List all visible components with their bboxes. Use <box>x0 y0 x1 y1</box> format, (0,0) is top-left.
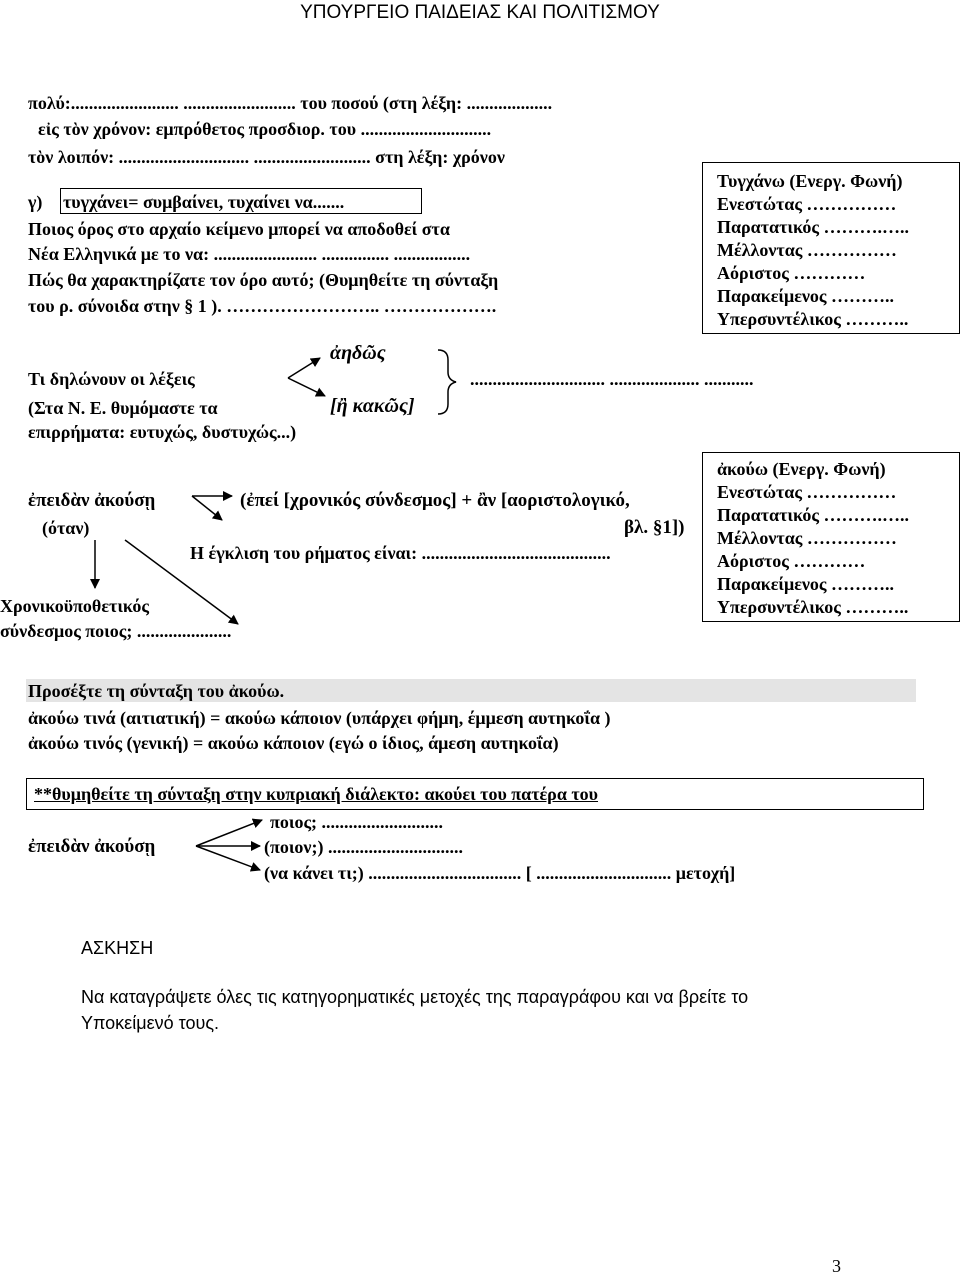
conjugation-row: Μέλλοντας …………… <box>717 528 897 548</box>
intro-line-ton-loipon: τὸν λοιπόν: ............................. .......................... στη λέξη: χρόνον <box>28 147 505 167</box>
epeidan-branch-participle: (να κάνει τι;) .................................. [ .............................. μετοχή] <box>264 863 736 883</box>
conjugation-box-akouo-title: ἀκούω (Ενεργ. Φωνή) <box>717 459 886 479</box>
adverb-aedos: ἀηδῶς <box>330 342 386 364</box>
conjugation-row: Παρατατικός ……….….. <box>717 505 910 525</box>
epeidan-reference: βλ. §1]) <box>624 517 685 538</box>
exercise-text-line-1: Να καταγράψετε όλες τις κατηγορηματικές μετοχές της παραγράφου και να βρείτε το <box>81 987 749 1007</box>
conjugation-row: Υπερσυντέλικος ……….. <box>717 597 909 617</box>
section-g-question-4: του ρ. σύνοιδα στην § 1 ). …………………….. ………………. <box>28 296 497 316</box>
conjunction-type-2: σύνδεσμος ποιος; ..................... <box>0 621 232 641</box>
mood-question: Η έγκλιση του ρήματος είναι: .......................................... <box>190 543 611 563</box>
section-g-question-2: Νέα Ελληνικά με το να: ....................... ............... ................. <box>28 244 471 264</box>
adverbs-brace <box>438 350 456 414</box>
epeidan-branch-object: (ποιον;) .............................. <box>264 837 463 857</box>
section-g-question-3: Πώς θα χαρακτηρίζατε τον όρο αυτό; (Θυμηθείτε τη σύνταξη <box>28 270 499 290</box>
epeidan-explanation: (ἐπεί [χρονικός σύνδεσμος] + ἂν [αοριστολογικό, <box>240 490 630 511</box>
conjugation-row: Αόριστος ………… <box>717 263 866 283</box>
adverbs-note-2: επιρρήματα: ευτυχώς, δυστυχώς...) <box>28 422 297 442</box>
conjugation-row: Υπερσυντέλικος ……….. <box>717 309 909 329</box>
conjugation-row: Αόριστος ………… <box>717 551 866 571</box>
cypriot-note-text: **θυμηθείτε τη σύνταξη στην κυπριακή διάλεκτο: ακούει του πατέρα του <box>34 784 599 804</box>
conjugation-row: Μέλλοντας …………… <box>717 240 897 260</box>
page-header-title: ΥΠΟΥΡΓΕΙΟ ΠΑΙΔΕΙΑΣ ΚΑΙ ΠΟΛΙΤΙΣΜΟΥ <box>300 2 660 23</box>
epeidan-branch-subject: ποιος; ........................... <box>270 812 444 832</box>
conjugation-row: Παρατατικός ……….….. <box>717 217 910 237</box>
conjunction-type-1: Χρονικοϋποθετικός <box>0 596 149 616</box>
adverb-kakos: [ἢ κακῶς] <box>330 395 415 417</box>
syntax-line-accusative: ἀκούω τινά (αιτιατική) = ακούω κάποιον (υπάρχει φήμη, έμμεση αυτηκοΐα ) <box>28 708 611 728</box>
exercise-text-line-2: Υποκείμενό τους. <box>81 1013 219 1033</box>
epeidan2-fork-arrows <box>196 820 262 870</box>
exercise-title: ΑΣΚΗΣΗ <box>81 938 154 958</box>
syntax-heading: Προσέξτε τη σύνταξη του ἀκούω. <box>28 681 285 701</box>
syntax-line-genitive: ἀκούω τινός (γενική) = ακούω κάποιον (εγώ ο ίδιος, άμεση αυτηκοΐα) <box>28 733 559 753</box>
section-g-question-1: Ποιος όρος στο αρχαίο κείμενο μπορεί να αποδοθεί στα <box>28 219 450 239</box>
conjugation-row: Παρακείμενος ……….. <box>717 574 895 594</box>
epeidan-fork-arrows <box>95 496 238 624</box>
adverbs-question: Τι δηλώνουν οι λέξεις <box>28 369 195 389</box>
intro-line-poly: πολύ:........................ ......................... του ποσού (στη λέξη: ................... <box>28 93 553 113</box>
adverbs-note-1: (Στα Ν. Ε. θυμόμαστε τα <box>28 398 218 418</box>
epeidan-term: ἐπειδὰν ἀκούσῃ <box>28 490 156 511</box>
intro-line-eis-ton-chronon: εἰς τὸν χρόνον: εμπρόθετος προσδιορ. του ............................. <box>38 119 492 139</box>
conjugation-row: Ενεστώτας …………… <box>717 194 897 214</box>
section-g-label: γ) <box>28 192 43 212</box>
adverbs-fork-arrows <box>288 358 325 396</box>
epeidan-meaning: (όταν) <box>42 518 90 538</box>
conjugation-row: Ενεστώτας …………… <box>717 482 897 502</box>
adverbs-answer-dots: .............................. .................... ........... <box>470 369 754 389</box>
conjugation-row: Παρακείμενος ……….. <box>717 286 895 306</box>
section-g-boxed-text: τυγχάνει= συμβαίνει, τυχαίνει να....... <box>63 192 345 212</box>
epeidan-term-2: ἐπειδὰν ἀκούσῃ <box>28 836 156 857</box>
conjugation-box-tygchano-title: Τυγχάνω (Ενεργ. Φωνή) <box>717 171 903 191</box>
page-number: 3 <box>832 1256 841 1276</box>
